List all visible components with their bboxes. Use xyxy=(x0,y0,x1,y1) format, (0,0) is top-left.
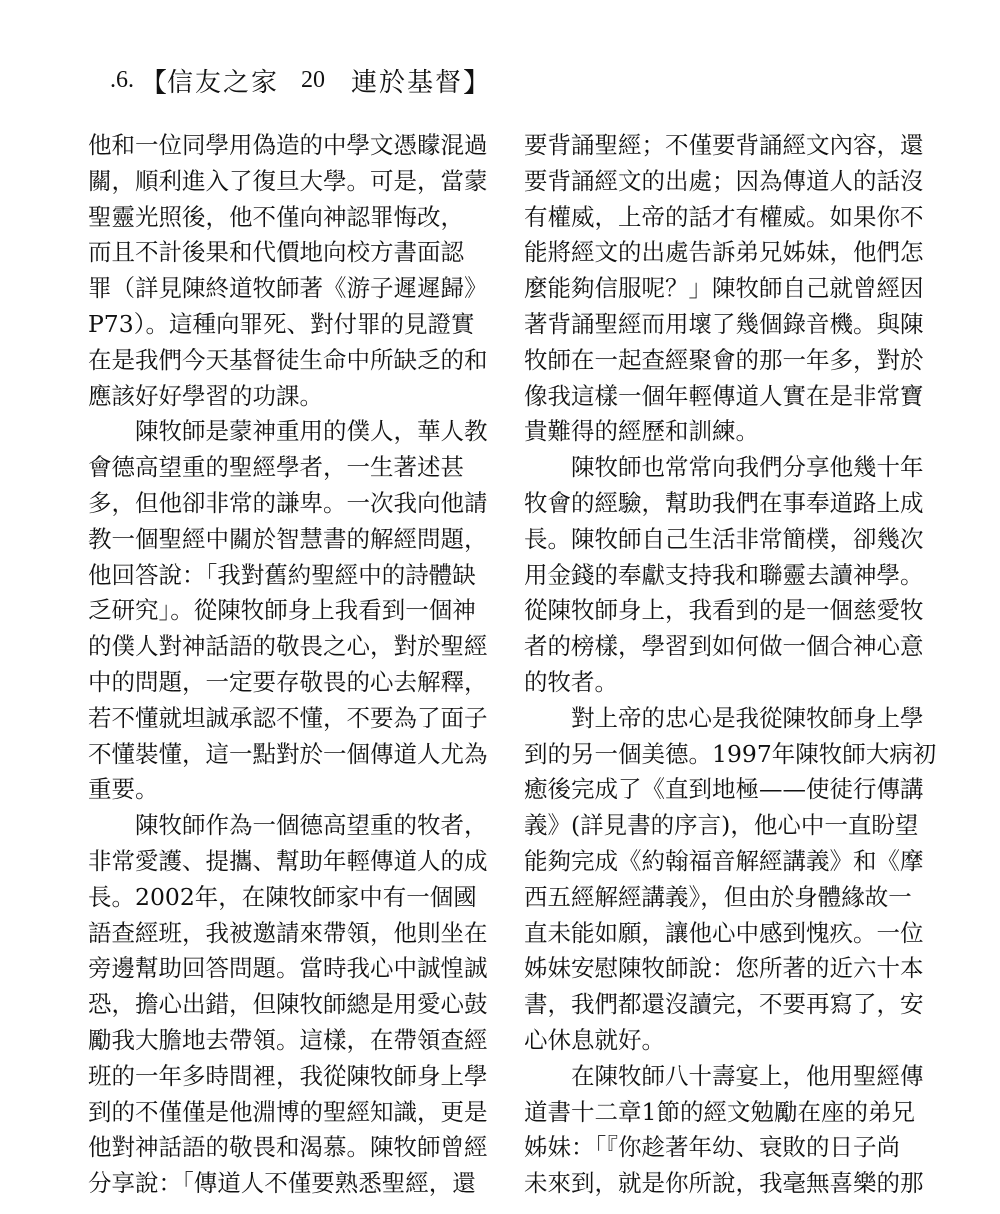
text-line: 而且不計後果和代價地向校方書面認 xyxy=(88,238,464,267)
text-line: 的僕人對神話語的敬畏之心，對於聖經 xyxy=(88,632,488,661)
text-line: 像我這樣一個年輕傳道人實在是非常寶 xyxy=(524,381,924,410)
text-line: 他回答說：「我對舊約聖經中的詩體缺 xyxy=(88,560,476,589)
text-line: 姊妹：「『你趁著年幼、衰敗的日子尚 xyxy=(524,1133,900,1162)
text-line: 多，但他卻非常的謙卑。一次我向他請 xyxy=(88,488,488,517)
open-bracket: 【 xyxy=(140,67,167,99)
text-line: 要背誦聖經；不僅要背誦經文內容，還 xyxy=(524,131,924,159)
right-text-column xyxy=(524,128,937,1202)
text-line: 從陳牧師身上，我看到的是一個慈愛牧 xyxy=(524,596,924,625)
text-line: 長。陳牧師自己生活非常簡樸，卻幾次 xyxy=(524,524,924,553)
text-line: P73）。這種向罪死、對付罪的見證實 xyxy=(88,309,475,338)
text-line: 到的不僅僅是他淵博的聖經知識，更是 xyxy=(88,1097,488,1126)
text-line: 分享說：「傳道人不僅要熟悉聖經，還 xyxy=(88,1169,476,1198)
text-line: 陳牧師作為一個德高望重的牧者， xyxy=(135,811,488,840)
text-line: 要背誦經文的出處；因為傳道人的話沒 xyxy=(524,166,924,195)
text-line: 乏研究」。從陳牧師身上我看到一個神 xyxy=(88,596,476,625)
text-line: 會德高望重的聖經學者，一生著述甚 xyxy=(88,453,464,482)
text-line: 在陳牧師八十壽宴上，他用聖經傳 xyxy=(571,1061,924,1090)
text-line: 語查經班，我被邀請來帶領，他則坐在 xyxy=(88,918,488,947)
text-line: 若不懂就坦誠承認不懂，不要為了面子 xyxy=(88,703,488,732)
text-line: 能將經文的出處告訴弟兄姊妹，他們怎 xyxy=(524,238,924,267)
text-line: 著背誦聖經而用壞了幾個錄音機。與陳 xyxy=(524,309,924,338)
page-number: .6. xyxy=(110,66,134,93)
text-line: 長。2002年，在陳牧師家中有一個國 xyxy=(88,882,477,911)
text-line: 罪（詳見陳終道牧師著《游子遲遲歸》 xyxy=(88,274,488,303)
text-line: 牧師在一起查經聚會的那一年多，對於 xyxy=(524,345,924,374)
text-line: 旁邊幫助回答問題。當時我心中誠惶誠 xyxy=(88,954,488,983)
text-line: 他對神話語的敬畏和渴慕。陳牧師曾經 xyxy=(88,1133,488,1162)
text-line: 心休息就好。 xyxy=(524,1025,665,1054)
page-header xyxy=(110,62,490,98)
close-bracket: 】 xyxy=(463,67,491,99)
text-line: 中的問題，一定要存敬畏的心去解釋， xyxy=(88,667,488,696)
text-line: 對上帝的忠心是我從陳牧師身上學 xyxy=(571,703,924,732)
text-line: 書，我們都還沒讀完，不要再寫了，安 xyxy=(524,990,924,1019)
text-line: 教一個聖經中關於智慧書的解經問題， xyxy=(88,524,488,553)
text-line: 貴難得的經歷和訓練。 xyxy=(524,417,759,446)
text-line: 用金錢的奉獻支持我和聯靈去讀神學。 xyxy=(524,560,924,589)
text-line: 的牧者。 xyxy=(524,667,618,696)
text-line: 未來到，就是你所說，我毫無喜樂的那 xyxy=(524,1169,924,1198)
text-line: 到的另一個美德。1997年陳牧師大病初 xyxy=(524,739,937,768)
text-line: 能夠完成《約翰福音解經講義》和《摩 xyxy=(524,846,924,875)
text-line: 聖靈光照後，他不僅向神認罪悔改， xyxy=(88,202,464,231)
text-line: 在是我們今天基督徒生命中所缺乏的和 xyxy=(88,345,488,374)
text-line: 重要。 xyxy=(88,775,159,804)
publication-name: 信友之家 xyxy=(167,67,280,98)
text-line: 道書十二章1節的經文勉勵在座的弟兄 xyxy=(524,1097,915,1126)
text-line: 應該好好學習的功課。 xyxy=(88,381,323,410)
issue-number: 20 xyxy=(301,66,326,93)
text-line: 者的榜樣，學習到如何做一個合神心意 xyxy=(524,632,924,661)
text-line: 勵我大膽地去帶領。這樣，在帶領查經 xyxy=(88,1025,488,1054)
text-line: 恐，擔心出錯，但陳牧師總是用愛心鼓 xyxy=(88,990,488,1019)
text-line: 直未能如願，讓他心中感到愧疚。一位 xyxy=(524,918,924,947)
text-line: 有權威，上帝的話才有權威。如果你不 xyxy=(524,202,924,231)
text-line: 陳牧師也常常向我們分享他幾十年 xyxy=(571,453,924,482)
text-line: 班的一年多時間裡，我從陳牧師身上學 xyxy=(88,1061,488,1090)
text-line: 西五經解經講義》，但由於身體緣故一 xyxy=(524,882,912,911)
text-line: 義》(詳見書的序言)，他心中一直盼望 xyxy=(524,811,919,840)
left-text-column xyxy=(88,128,486,1202)
text-line: 姊妹安慰陳牧師說：您所著的近六十本 xyxy=(524,954,924,983)
text-line: 牧會的經驗，幫助我們在事奉道路上成 xyxy=(524,488,924,517)
text-line: 陳牧師是蒙神重用的僕人，華人教 xyxy=(135,417,488,446)
text-line: 不懂裝懂，這一點對於一個傳道人尤為 xyxy=(88,739,488,768)
text-line: 他和一位同學用偽造的中學文憑矇混過 xyxy=(88,131,488,159)
text-line: 麼能夠信服呢？」陳牧師自己就曾經因 xyxy=(524,274,924,303)
text-line: 關，順利進入了復旦大學。可是，當蒙 xyxy=(88,166,488,195)
text-line: 癒後完成了《直到地極——使徒行傳講 xyxy=(524,775,924,804)
section-name: 連於基督 xyxy=(351,67,464,98)
text-line: 非常愛護、提攜、幫助年輕傳道人的成 xyxy=(88,846,488,875)
